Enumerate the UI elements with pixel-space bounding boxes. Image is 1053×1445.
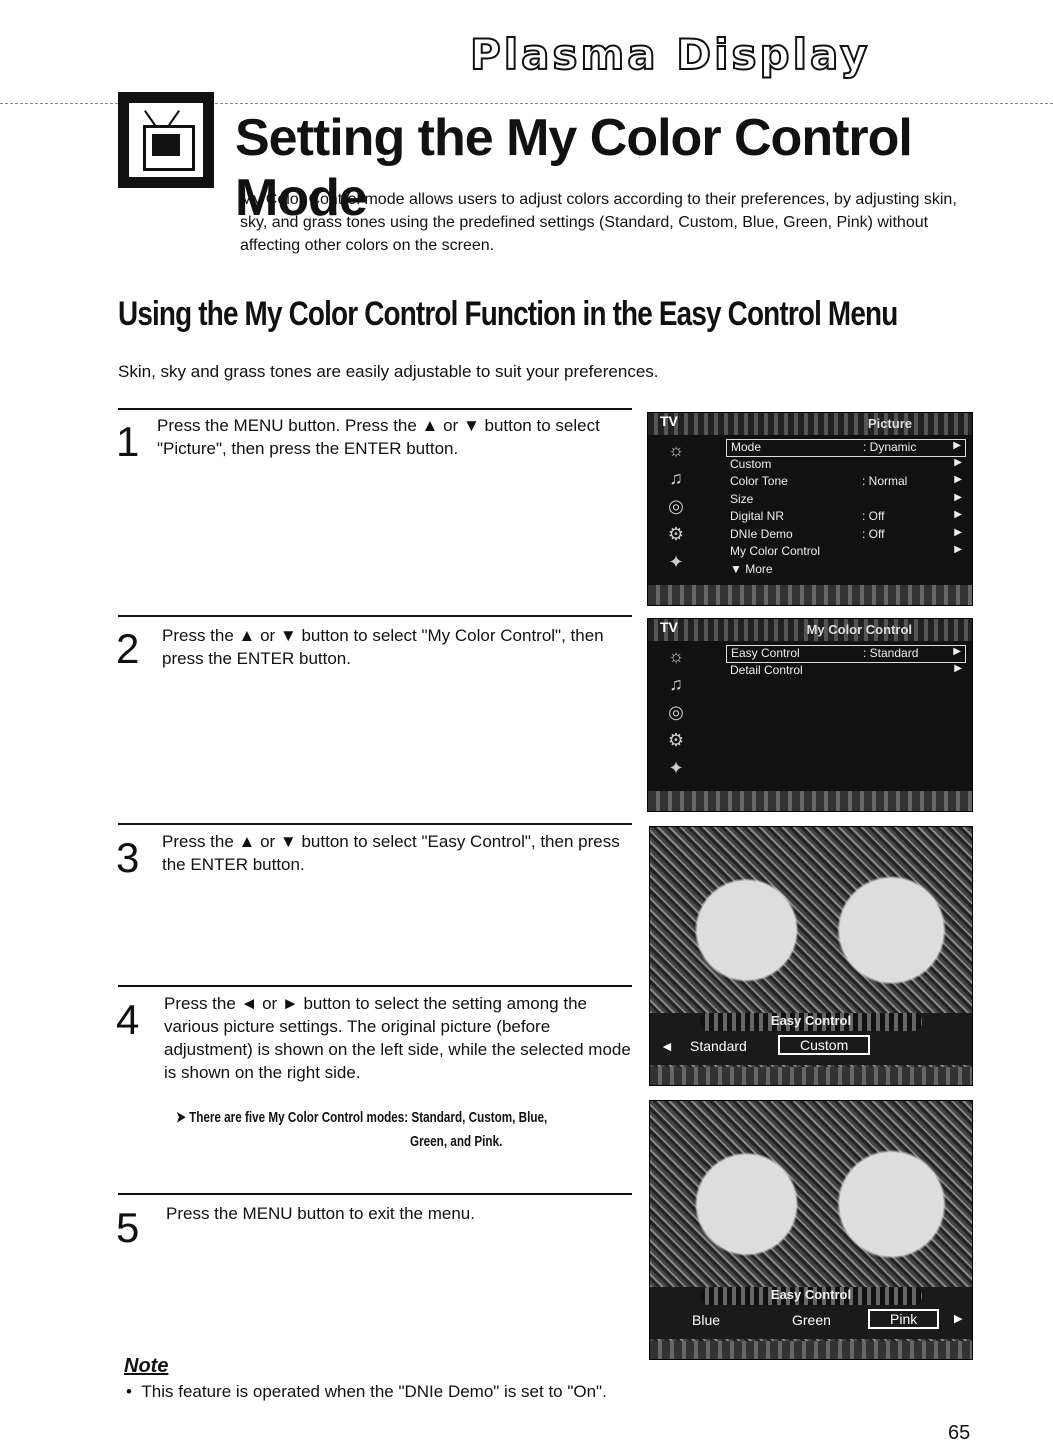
- sound-icon: ♫: [669, 674, 683, 694]
- section-intro: Skin, sky and grass tones are easily adjustable to suit your preferences.: [118, 362, 659, 381]
- step-1-text: Press the MENU button. Press the ▲ or ▼ button to select "Picture", then press the ENTER button.: [157, 416, 600, 458]
- picture-icon: ☼: [667, 646, 685, 666]
- sound-icon: ♫: [669, 468, 683, 488]
- picture-icon: ☼: [667, 440, 685, 460]
- step-5-divider: [118, 1193, 632, 1195]
- menu-footer: [650, 1341, 972, 1359]
- picture-menu-screen: Picture TV ☼ ♫ ◎ ⚙ ✦ Mode : Dynamic ▶ Custom ▶ Color Tone : Normal ▶ Size ▶ Digital NR : Off ▶ DNIe Demo : Off ▶ My Color Control ▶ ▼ More: [647, 412, 973, 606]
- tv-logo: TV: [660, 619, 678, 635]
- step-3-text: Press the ▲ or ▼ button to select "Easy Control", then press the ENTER button.: [162, 832, 620, 874]
- menu-footer: [648, 585, 972, 605]
- menu-row[interactable]: ▼ More: [730, 561, 773, 576]
- tv-logo: TV: [660, 413, 678, 429]
- easy-control-standard-screen: Easy Control ◄ Standard Custom: [649, 826, 973, 1086]
- step-3-number: 3: [116, 834, 140, 881]
- page-number: 65: [948, 1422, 971, 1444]
- step-2-divider: [118, 615, 632, 617]
- my-color-control-menu-screen: My Color Control TV ☼ ♫ ◎ ⚙ ✦ Easy Control : Standard ▶ Detail Control ▶: [647, 618, 973, 812]
- step-1-divider: [118, 408, 632, 410]
- step-1-number: 1: [116, 418, 140, 465]
- page-title: Setting the My Color Control Mode: [235, 109, 912, 227]
- input-icon: ✦: [668, 552, 684, 572]
- bullet-icon: •: [126, 1382, 142, 1401]
- option-pink[interactable]: Pink: [868, 1309, 939, 1329]
- step-4-number: 4: [116, 996, 140, 1043]
- intro-paragraph: My Color Control mode allows users to adjust colors according to their preferences, by adjusting skin, sky, and grass tones using the predefined settings (Standard, Custom, Blue, Green, Pink) without affecting other colors on the screen.: [240, 191, 957, 254]
- menu-footer: [650, 1067, 972, 1085]
- menu-row[interactable]: Color Tone : Normal ▶: [730, 474, 962, 488]
- channel-icon: ◎: [668, 496, 684, 516]
- setup-icon: ⚙: [667, 524, 685, 544]
- menu-row[interactable]: Mode : Dynamic ▶: [726, 439, 966, 457]
- tv-section-icon: [118, 92, 214, 188]
- channel-icon: ◎: [668, 702, 684, 722]
- step-5-text: Press the MENU button to exit the menu.: [166, 1204, 475, 1223]
- header-banner: Plasma Display: [470, 30, 871, 79]
- tip-note: ➤ There are five My Color Control modes: Standard, Custom, Blue, Green, and Pink.: [176, 1109, 548, 1150]
- note-heading: Note: [124, 1355, 169, 1377]
- menu-row[interactable]: Detail Control ▶: [730, 662, 962, 677]
- input-icon: ✦: [668, 758, 684, 778]
- easy-control-pink-screen: Easy Control Blue Green Pink ▶: [649, 1100, 973, 1360]
- step-5-number: 5: [116, 1204, 140, 1251]
- menu-row[interactable]: Custom ▶: [730, 456, 962, 471]
- option-green[interactable]: Green: [792, 1312, 831, 1328]
- section-heading: Using the My Color Control Function in the Easy Control Menu: [118, 295, 898, 333]
- step-3-divider: [118, 823, 632, 825]
- option-custom[interactable]: Custom: [778, 1035, 870, 1055]
- setup-icon: ⚙: [667, 730, 685, 750]
- menu-footer: [648, 791, 972, 811]
- tip-arrow-icon: ➤: [176, 1109, 190, 1126]
- option-blue[interactable]: Blue: [692, 1312, 721, 1328]
- option-standard[interactable]: Standard: [690, 1038, 747, 1054]
- menu-row[interactable]: DNIe Demo : Off ▶: [730, 526, 962, 541]
- right-arrow-icon: ▶: [954, 1313, 963, 1325]
- left-arrow-icon: ◄: [660, 1038, 674, 1054]
- step-4-text: Press the ◄ or ► button to select the setting among the various picture settings. The original picture (before adjustment) is shown on the left side, while the selected mode is shown on the right side.: [164, 994, 631, 1082]
- step-4-divider: [118, 985, 632, 987]
- step-2-text: Press the ▲ or ▼ button to select "My Color Control", then press the ENTER button.: [162, 626, 604, 668]
- menu-row[interactable]: Easy Control : Standard ▶: [726, 645, 966, 663]
- step-2-number: 2: [116, 625, 140, 672]
- menu-row[interactable]: My Color Control ▶: [730, 544, 962, 558]
- menu-row[interactable]: Digital NR : Off ▶: [730, 509, 962, 523]
- menu-row[interactable]: Size ▶: [730, 491, 962, 506]
- note-text: • This feature is operated when the "DNIe Demo" is set to "On".: [126, 1382, 607, 1401]
